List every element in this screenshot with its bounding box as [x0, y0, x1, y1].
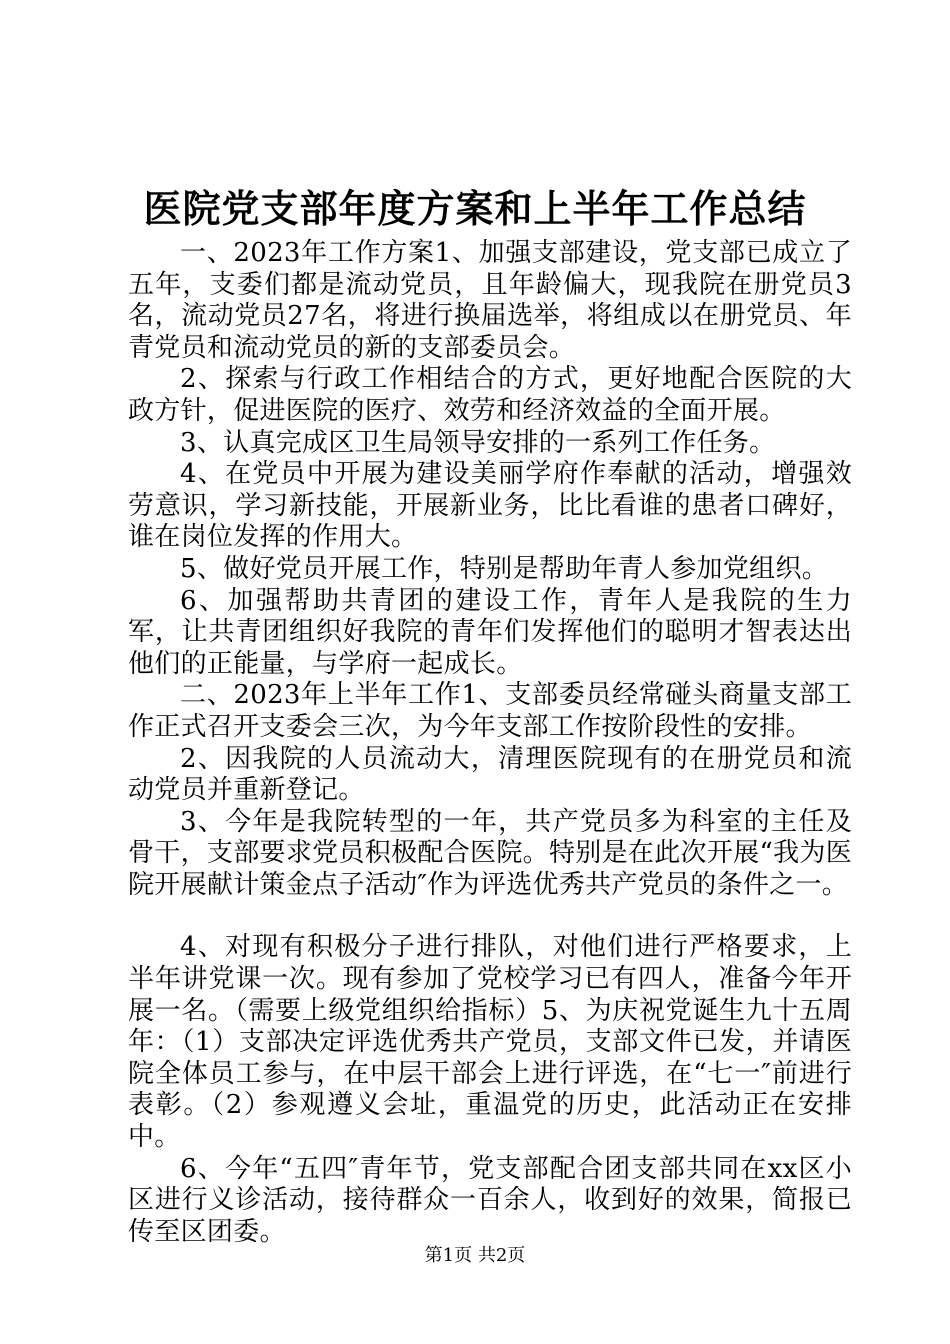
paragraph-work-2: 2、因我院的人员流动大，清理医院现有的在册党员和流动党员并重新登记。: [128, 743, 852, 806]
paragraph-work-4-5: 4、对现有积极分子进行排队，对他们进行严格要求，上半年讲党课一次。现有参加了党校学习已有四人，准备今年开展一名。（需要上级党组织给指标）5、为庆祝党诞生九十五周年：（1）支部决定评选优秀共产党员，支部文件已发，并请医院全体员工参与，在中层干部会上进行评选，在“七一″前进行表彰。（2）参观遵义会址，重温党的历史，此活动正在安排中。: [128, 932, 852, 1153]
paragraph-plan-6: 6、加强帮助共青团的建设工作，青年人是我院的生力军，让共青团组织好我院的青年们发挥他们的聪明才智表达出他们的正能量，与学府一起成长。: [128, 585, 852, 679]
page-number-footer: 第1页 共2页: [424, 1245, 526, 1266]
document-title: 医院党支部年度方案和上半年工作总结: [143, 186, 807, 231]
paragraph-plan-4: 4、在党员中开展为建设美丽学府作奉献的活动，增强效劳意识，学习新技能，开展新业务，比比看谁的患者口碑好，谁在岗位发挥的作用大。: [128, 459, 852, 553]
paragraph-work-3: 3、今年是我院转型的一年，共产党员多为科室的主任及骨干，支部要求党员积极配合医院。特别是在此次开展“我为医院开展献计策金点子活动″作为评选优秀共产党员的条件之一。: [128, 806, 852, 900]
paragraph-plan-2: 2、探索与行政工作相结合的方式，更好地配合医院的大政方针，促进医院的医疗、效劳和经济效益的全面开展。: [128, 364, 852, 426]
paragraph-work-6: 6、今年“五四″青年节，党支部配合团支部共同在xx区小区进行义诊活动，接待群众一百余人，收到好的效果，简报已传至区团委。: [128, 1153, 852, 1247]
paragraph-plan-3: 3、认真完成区卫生局领导安排的一系列工作任务。: [180, 427, 776, 458]
paragraph-plan-5: 5、做好党员开展工作，特别是帮助年青人参加党组织。: [180, 553, 829, 584]
document-body: [128, 238, 852, 1248]
paragraph-work-1: 二、2023年上半年工作1、支部委员经常碰头商量支部工作正式召开支委会三次，为今年支部工作按阶段性的安排。: [128, 680, 852, 742]
paragraph-plan-1: 一、2023年工作方案1、加强支部建设，党支部已成立了五年，支委们都是流动党员，且年龄偏大，现我院在册党员3名，流动党员27名，将进行换届选举，将组成以在册党员、年青党员和流动党员的新的支部委员会。: [128, 238, 852, 363]
